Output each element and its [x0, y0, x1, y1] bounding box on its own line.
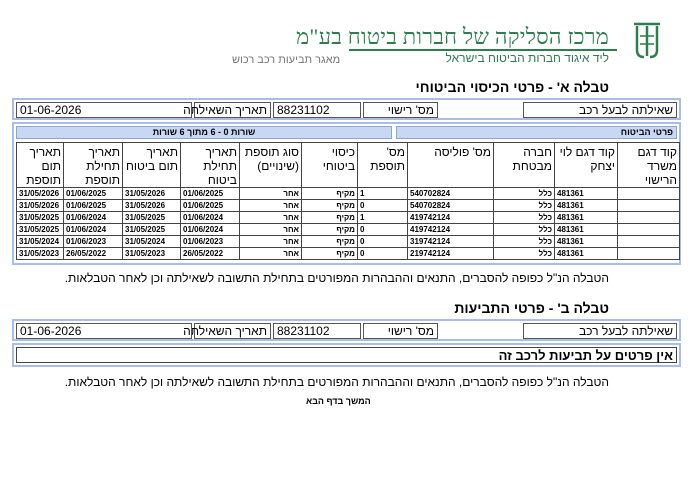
table-cell: אחר [240, 248, 302, 260]
table-cell: 31/05/2025 [123, 212, 181, 224]
table-cell: 540702824 [408, 200, 494, 212]
table-cell: 01/06/2025 [181, 188, 240, 200]
table-cell: 31/05/2026 [17, 188, 64, 200]
table-row [17, 224, 680, 236]
table-cell: 481361 [555, 224, 618, 236]
table-cell: 01/06/2025 [181, 200, 240, 212]
table-cell: אחר [240, 212, 302, 224]
table-cell: כלל [494, 200, 555, 212]
query-date-value: 01-06-2026 [16, 323, 192, 339]
row-count-band: שורות 0 - 6 מתוך 6 שורות [16, 126, 392, 139]
table-cell: 26/05/2022 [64, 248, 123, 260]
table-cell: 481361 [555, 248, 618, 260]
table-cell: 31/05/2025 [123, 224, 181, 236]
org-subtitle: ליד איגוד חברות הביטוח בישראל [445, 51, 609, 65]
table-cell: 01/06/2023 [64, 236, 123, 248]
column-header: מס' פוליסה [408, 143, 494, 188]
owner-query-label: שאילתה לבעל רכב [523, 102, 677, 118]
no-claims-message: אין פרטים על תביעות לרכב זה [16, 347, 677, 363]
table-cell: מקיף [302, 212, 358, 224]
table-cell: 319742124 [408, 236, 494, 248]
column-header: כיסוי ביטוחי [302, 143, 358, 188]
table-cell [618, 224, 680, 236]
table-cell: 31/05/2025 [17, 224, 64, 236]
table-cell: מקיף [302, 236, 358, 248]
insurance-details-band: פרטי הביטוח [396, 126, 677, 139]
table-cell: 1 [358, 212, 408, 224]
query-date-value: 01-06-2026 [16, 102, 192, 118]
table-cell: 481361 [555, 200, 618, 212]
query-info-row [12, 98, 681, 120]
table-row [17, 248, 680, 260]
table-cell: 01/06/2025 [64, 200, 123, 212]
table-cell: 481361 [555, 188, 618, 200]
table-cell: 31/05/2026 [123, 200, 181, 212]
table-cell: 419742124 [408, 212, 494, 224]
section-b-note: הטבלה הנ"ל כפופה להסברים, התנאים וההבהרות המפורטים בתחילת התשובה לשאילתה וכן לאחר הטבלאות. [64, 375, 609, 389]
column-header: קוד דגם לוי יצחק [555, 143, 618, 188]
table-cell: 0 [358, 224, 408, 236]
query-info-row [12, 319, 681, 341]
table-cell: 31/05/2026 [123, 188, 181, 200]
table-cell: כלל [494, 212, 555, 224]
table-cell: 01/06/2024 [64, 224, 123, 236]
insurance-table [16, 142, 680, 260]
table-cell: 0 [358, 236, 408, 248]
table-cell: 01/06/2025 [64, 188, 123, 200]
table-cell: כלל [494, 224, 555, 236]
table-cell: מקיף [302, 188, 358, 200]
table-cell: 31/05/2025 [17, 212, 64, 224]
table-cell: מקיף [302, 200, 358, 212]
license-value: 88231102 [273, 323, 361, 339]
table-cell: 481361 [555, 212, 618, 224]
table-row [17, 212, 680, 224]
table-cell: 1 [358, 188, 408, 200]
table-cell [618, 212, 680, 224]
section-a-note: הטבלה הנ"ל כפופה להסברים, התנאים וההבהרות המפורטים בתחילת התשובה לשאילתה וכן לאחר הטבלאות. [64, 271, 609, 285]
license-value: 88231102 [273, 102, 361, 118]
table-cell: 481361 [555, 236, 618, 248]
column-header: מס' תוספת [358, 143, 408, 188]
section-b-title: טבלה ב' - פרטי התביעות [454, 300, 609, 316]
table-cell: אחר [240, 224, 302, 236]
database-name: מאגר תביעות רכב רכוש [232, 54, 341, 66]
column-header: תאריך תחילת ביטוח [181, 143, 240, 188]
table-cell: אחר [240, 200, 302, 212]
table-cell: 31/05/2023 [17, 248, 64, 260]
table-cell: 219742124 [408, 248, 494, 260]
table-row [17, 188, 680, 200]
column-header: תאריך תום ביטוח [123, 143, 181, 188]
table-cell: אחר [240, 188, 302, 200]
clearing-house-logo-icon [632, 20, 662, 62]
table-cell: 31/05/2026 [17, 200, 64, 212]
table-row [17, 236, 680, 248]
table-cell [618, 236, 680, 248]
table-cell: כלל [494, 236, 555, 248]
table-cell: 0 [358, 200, 408, 212]
column-header: קוד דגם משרד הרישוי [618, 143, 680, 188]
owner-query-label: שאילתה לבעל רכב [523, 323, 677, 339]
column-header: חברה מבטחת [494, 143, 555, 188]
table-cell: 31/05/2024 [17, 236, 64, 248]
table-cell: 419742124 [408, 224, 494, 236]
table-cell: 01/06/2024 [181, 212, 240, 224]
license-label: מס' רישוי [363, 102, 438, 118]
table-cell: 26/05/2022 [181, 248, 240, 260]
insurance-table-panel [12, 122, 681, 265]
column-header: תאריך תום תוספת [17, 143, 64, 188]
table-cell: 0 [358, 248, 408, 260]
continued-next-page: המשך בדף הבא [306, 396, 371, 406]
table-row [17, 200, 680, 212]
table-cell: 31/05/2023 [123, 248, 181, 260]
query-date-label: תאריך השאילתה [194, 323, 271, 339]
table-cell: כלל [494, 188, 555, 200]
org-title: מרכז הסליקה של חברות ביטוח בע"מ [296, 24, 609, 49]
license-label: מס' רישוי [363, 323, 438, 339]
table-cell [618, 200, 680, 212]
table-cell: 540702824 [408, 188, 494, 200]
table-cell: אחר [240, 236, 302, 248]
table-cell [618, 248, 680, 260]
table-cell: 01/06/2023 [181, 236, 240, 248]
column-header: סוג תוספת (שינויים) [240, 143, 302, 188]
table-cell: מקיף [302, 224, 358, 236]
table-cell: 31/05/2024 [123, 236, 181, 248]
query-date-label: תאריך השאילתה [194, 102, 271, 118]
table-cell: 01/06/2024 [64, 212, 123, 224]
no-claims-panel [12, 343, 681, 367]
table-cell: מקיף [302, 248, 358, 260]
table-cell [618, 188, 680, 200]
column-header: תאריך תחילת תוספת [64, 143, 123, 188]
table-cell: 01/06/2024 [181, 224, 240, 236]
section-a-title: טבלה א' - פרטי הכיסוי הביטוחי [415, 79, 609, 95]
table-cell: כלל [494, 248, 555, 260]
table-header-row [17, 143, 680, 188]
